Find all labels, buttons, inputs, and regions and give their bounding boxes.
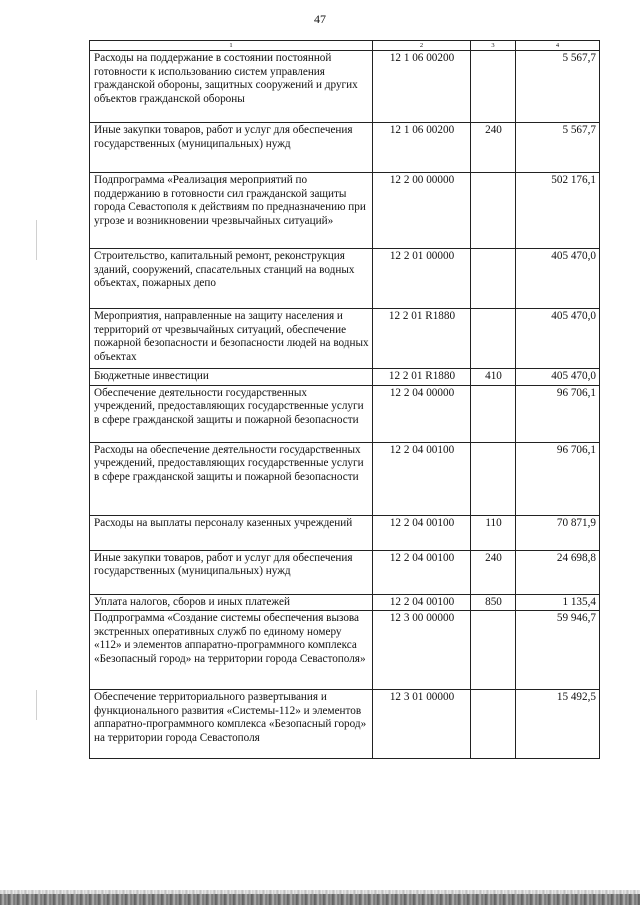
row-name-cell: Строительство, капитальный ремонт, реконструкция зданий, сооружений, спасательных станций на водных объектах, пожарных депо (90, 249, 373, 309)
row-code-cell: 12 3 00 00000 (373, 611, 471, 690)
row-amount-cell: 405 470,0 (516, 249, 600, 309)
row-amount-cell: 70 871,9 (516, 515, 600, 550)
row-code-cell: 12 1 06 00200 (373, 123, 471, 173)
row-amount-cell: 5 567,7 (516, 51, 600, 123)
row-code-cell: 12 2 01 R1880 (373, 309, 471, 369)
row-code-cell: 12 2 04 00100 (373, 594, 471, 611)
row-name-cell: Расходы на обеспечение деятельности государственных учреждений, предоставляющих государственные услуги в сфере гражданской защиты и пожарной безопасности (90, 442, 373, 515)
row-name-cell: Иные закупки товаров, работ и услуг для обеспечения государственных (муниципальных) нужд (90, 550, 373, 594)
row-kvr-cell: 240 (471, 550, 516, 594)
row-code-cell: 12 2 04 00100 (373, 515, 471, 550)
row-name-cell: Подпрограмма «Реализация мероприятий по поддержанию в готовности сил гражданской защиты города Севастополя к действиям по предназначению при угрозе и возникновении чрезвычайных ситуаций» (90, 173, 373, 249)
row-code-cell: 12 2 01 00000 (373, 249, 471, 309)
row-code-cell: 12 2 04 00000 (373, 385, 471, 442)
row-name-cell: Уплата налогов, сборов и иных платежей (90, 594, 373, 611)
row-kvr-cell: 110 (471, 515, 516, 550)
row-kvr-cell: 850 (471, 594, 516, 611)
row-amount-cell: 96 706,1 (516, 385, 600, 442)
table-row (90, 51, 600, 123)
row-name-cell: Обеспечение деятельности государственных учреждений, предоставляющих государственные услуги в сфере гражданской защиты и пожарной безопасности (90, 385, 373, 442)
row-amount-cell: 96 706,1 (516, 442, 600, 515)
column-header-amount: 4 (516, 41, 600, 51)
row-name-cell: Бюджетные инвестиции (90, 369, 373, 386)
row-code-cell: 12 2 04 00100 (373, 550, 471, 594)
row-kvr-cell (471, 309, 516, 369)
table-row (90, 123, 600, 173)
column-header-kvr: 3 (471, 41, 516, 51)
row-code-cell: 12 2 04 00100 (373, 442, 471, 515)
row-name-cell: Обеспечение территориального развертывания и функционального развития «Системы-112» и элементов аппаратно-программного комплекса «Безопасный город» на территории города Севастополя (90, 690, 373, 759)
row-kvr-cell (471, 51, 516, 123)
scan-edge-artifact (0, 894, 640, 905)
table-row (90, 249, 600, 309)
row-amount-cell: 5 567,7 (516, 123, 600, 173)
row-kvr-cell: 410 (471, 369, 516, 386)
row-name-cell: Подпрограмма «Создание системы обеспечения вызова экстренных оперативных служб по единому номеру «112» и элементов аппаратно-программного комплекса «Безопасный город» на территории города Севастополя» (90, 611, 373, 690)
row-code-cell: 12 2 00 00000 (373, 173, 471, 249)
row-name-cell: Мероприятия, направленные на защиту населения и территорий от чрезвычайных ситуаций, обеспечение пожарной безопасности и безопасности людей на водных объектах (90, 309, 373, 369)
table-row (90, 690, 600, 759)
table-row (90, 442, 600, 515)
row-name-cell: Расходы на поддержание в состоянии постоянной готовности к использованию систем управления гражданской обороны, защитных сооружений и других объектов гражданской обороны (90, 51, 373, 123)
row-code-cell: 12 3 01 00000 (373, 690, 471, 759)
row-kvr-cell (471, 249, 516, 309)
table-header-row (90, 41, 600, 51)
table-row (90, 309, 600, 369)
row-name-cell: Расходы на выплаты персоналу казенных учреждений (90, 515, 373, 550)
row-code-cell: 12 2 01 R1880 (373, 369, 471, 386)
row-name-cell: Иные закупки товаров, работ и услуг для обеспечения государственных (муниципальных) нужд (90, 123, 373, 173)
page-number: 47 (314, 12, 326, 26)
table-row (90, 611, 600, 690)
row-amount-cell: 15 492,5 (516, 690, 600, 759)
scan-margin-mark (36, 690, 37, 720)
table-row (90, 385, 600, 442)
column-header-name: 1 (90, 41, 373, 51)
row-code-cell: 12 1 06 00200 (373, 51, 471, 123)
row-amount-cell: 24 698,8 (516, 550, 600, 594)
row-amount-cell: 405 470,0 (516, 369, 600, 386)
column-header-code: 2 (373, 41, 471, 51)
scan-margin-mark (36, 220, 37, 260)
row-amount-cell: 59 946,7 (516, 611, 600, 690)
table-row (90, 369, 600, 386)
row-kvr-cell: 240 (471, 123, 516, 173)
table-row (90, 515, 600, 550)
row-kvr-cell (471, 690, 516, 759)
row-kvr-cell (471, 385, 516, 442)
table-row (90, 550, 600, 594)
table-row (90, 594, 600, 611)
row-amount-cell: 502 176,1 (516, 173, 600, 249)
budget-table (89, 40, 600, 759)
row-amount-cell: 1 135,4 (516, 594, 600, 611)
row-kvr-cell (471, 442, 516, 515)
row-amount-cell: 405 470,0 (516, 309, 600, 369)
table-row (90, 173, 600, 249)
row-kvr-cell (471, 611, 516, 690)
row-kvr-cell (471, 173, 516, 249)
